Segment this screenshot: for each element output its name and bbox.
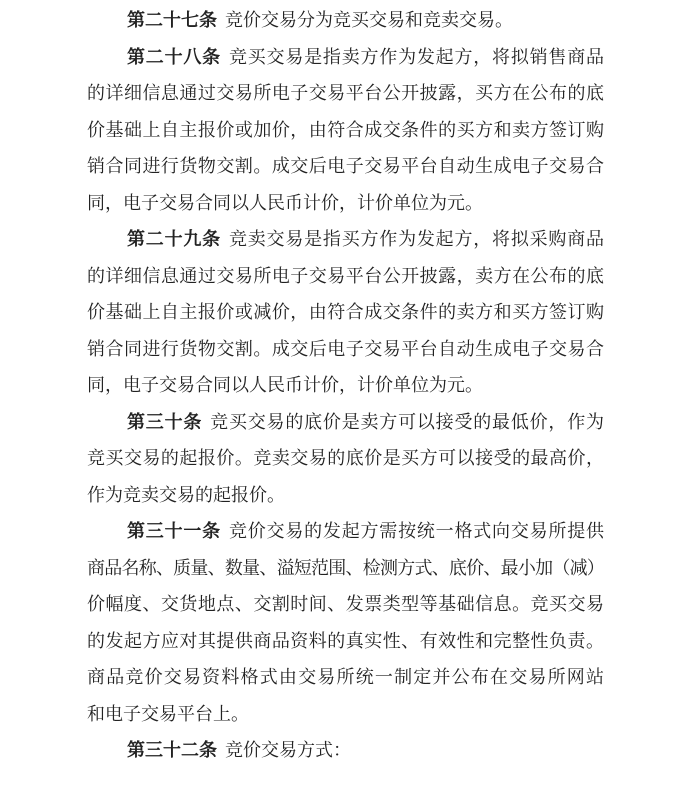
document-line [87,112,604,149]
line-text: 价基础上自主报价或加价，由符合成交条件的买方和卖方签订购 [87,119,604,140]
document-line [87,39,604,76]
document-line [87,659,604,696]
line-text: 的详细信息通过交易所电子交易平台公开披露，卖方在公布的底 [87,265,604,286]
document-line [87,367,604,404]
document-text-block [87,2,604,769]
line-text: 竞买交易的底价是卖方可以接受的最低价，作为 [210,411,605,432]
document-line [87,185,604,222]
line-text: 竞价交易分为竞买交易和竞卖交易。 [225,10,513,30]
line-text: 作为竞卖交易的起报价。 [87,484,285,505]
line-text: 商品竞价交易资料格式由交易所统一制定并公布在交易所网站 [87,667,604,687]
line-text: 同，电子交易合同以人民币计价，计价单位为元。 [87,375,483,395]
article-number: 第二十八条 [127,46,221,67]
document-line [87,513,604,550]
document-line [87,732,604,769]
document-line [87,623,604,660]
line-text: 价基础上自主报价或减价，由符合成交条件的卖方和买方签订购 [87,302,604,322]
document-line [87,550,604,587]
document-line [87,440,604,477]
article-number: 第三十一条 [127,521,221,541]
line-text: 竞价交易的发起方需按统一格式向交易所提供 [228,521,605,541]
line-text: 竞价交易方式： [225,740,351,760]
line-text: 和电子交易平台上。 [87,703,249,724]
article-number: 第三十二条 [127,740,217,760]
article-number: 第二十九条 [127,229,221,249]
document-line [87,586,604,623]
line-text: 销合同进行货物交割。成交后电子交易平台自动生成电子交易合 [87,156,604,176]
line-text: 的发起方应对其提供商品资料的真实性、有效性和完整性负责。 [87,630,604,651]
document-line [87,404,604,441]
article-number: 第二十七条 [127,10,217,30]
document-line [87,477,604,514]
document-line [87,2,604,39]
line-text: 的详细信息通过交易所电子交易平台公开披露，买方在公布的底 [87,83,604,103]
line-text: 同，电子交易合同以人民币计价，计价单位为元。 [87,192,483,213]
document-line [87,221,604,258]
article-number: 第三十条 [127,411,203,432]
document-line [87,294,604,331]
line-text: 商品名称、质量、数量、溢短范围、检测方式、底价、最小加（减） [87,557,604,578]
line-text: 竞卖交易是指买方作为发起方，将拟采购商品 [228,229,605,249]
line-text: 销合同进行货物交割。成交后电子交易平台自动生成电子交易合 [87,338,604,359]
document-line [87,148,604,185]
line-text: 价幅度、交货地点、交割时间、发票类型等基础信息。竞买交易 [87,594,604,614]
document-line [87,258,604,295]
line-text: 竞买交易的起报价。竞卖交易的底价是买方可以接受的最高价， [87,448,604,468]
document-line [87,331,604,368]
document-line [87,696,604,733]
line-text: 竞买交易是指卖方作为发起方，将拟销售商品 [228,46,605,67]
document-line [87,75,604,112]
